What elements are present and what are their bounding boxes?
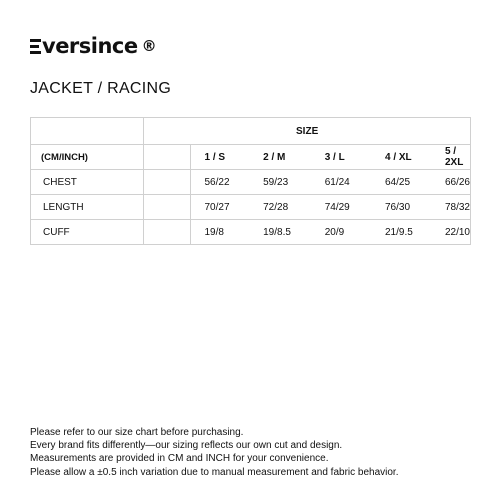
measurement-value: 59/23 [250, 170, 312, 195]
size-group-header: SIZE [144, 118, 471, 145]
size-group-row [31, 118, 471, 145]
table-row [31, 195, 471, 220]
measurement-label: CHEST [31, 170, 144, 195]
corner-cell [31, 118, 144, 145]
measurement-value: 19/8.5 [250, 220, 312, 245]
measurement-value: 78/32 [432, 195, 471, 220]
spacer-cell [144, 170, 191, 195]
logo-e-mark [30, 39, 41, 54]
table-row [31, 220, 471, 245]
measurement-value: 72/28 [250, 195, 312, 220]
measurement-value: 22/10 [432, 220, 471, 245]
measurement-value: 76/30 [372, 195, 432, 220]
measurement-value: 21/9.5 [372, 220, 432, 245]
measurement-label: CUFF [31, 220, 144, 245]
footer-note: Please refer to our size chart before purchasing. [30, 427, 244, 438]
size-header: 5 / 2XL [432, 145, 471, 170]
table-row [31, 170, 471, 195]
size-header: 4 / XL [372, 145, 432, 170]
measurement-value: 64/25 [372, 170, 432, 195]
brand-wordmark: versince [42, 34, 138, 58]
footer-notes [30, 426, 398, 479]
size-header: 2 / M [250, 145, 312, 170]
footer-note: Please allow a ±0.5 inch variation due to manual measurement and fabric behavior. [30, 466, 399, 478]
page-title: JACKET / RACING [30, 80, 172, 97]
measurement-value: 74/29 [312, 195, 372, 220]
measurement-value: 70/27 [191, 195, 250, 220]
registered-mark: ® [141, 37, 157, 55]
footer-note: Every brand fits differently—our sizing reflects our own cut and design. [30, 440, 343, 452]
measurement-value: 19/8 [191, 220, 250, 245]
measurement-value: 20/9 [312, 220, 372, 245]
footer-note: Measurements are provided in CM and INCH for your convenience. [30, 453, 329, 465]
measurement-value: 61/24 [312, 170, 372, 195]
unit-label: (CM/INCH) [31, 145, 144, 170]
spacer-cell [144, 145, 191, 170]
size-header: 1 / S [191, 145, 250, 170]
size-header: 3 / L [312, 145, 372, 170]
measurement-label: LENGTH [31, 195, 144, 220]
size-header-row [31, 145, 471, 170]
brand-logo [30, 33, 157, 59]
spacer-cell [144, 195, 191, 220]
measurement-value: 66/26 [432, 170, 471, 195]
spacer-cell [144, 220, 191, 245]
measurement-value: 56/22 [191, 170, 250, 195]
size-chart-table [30, 117, 471, 245]
